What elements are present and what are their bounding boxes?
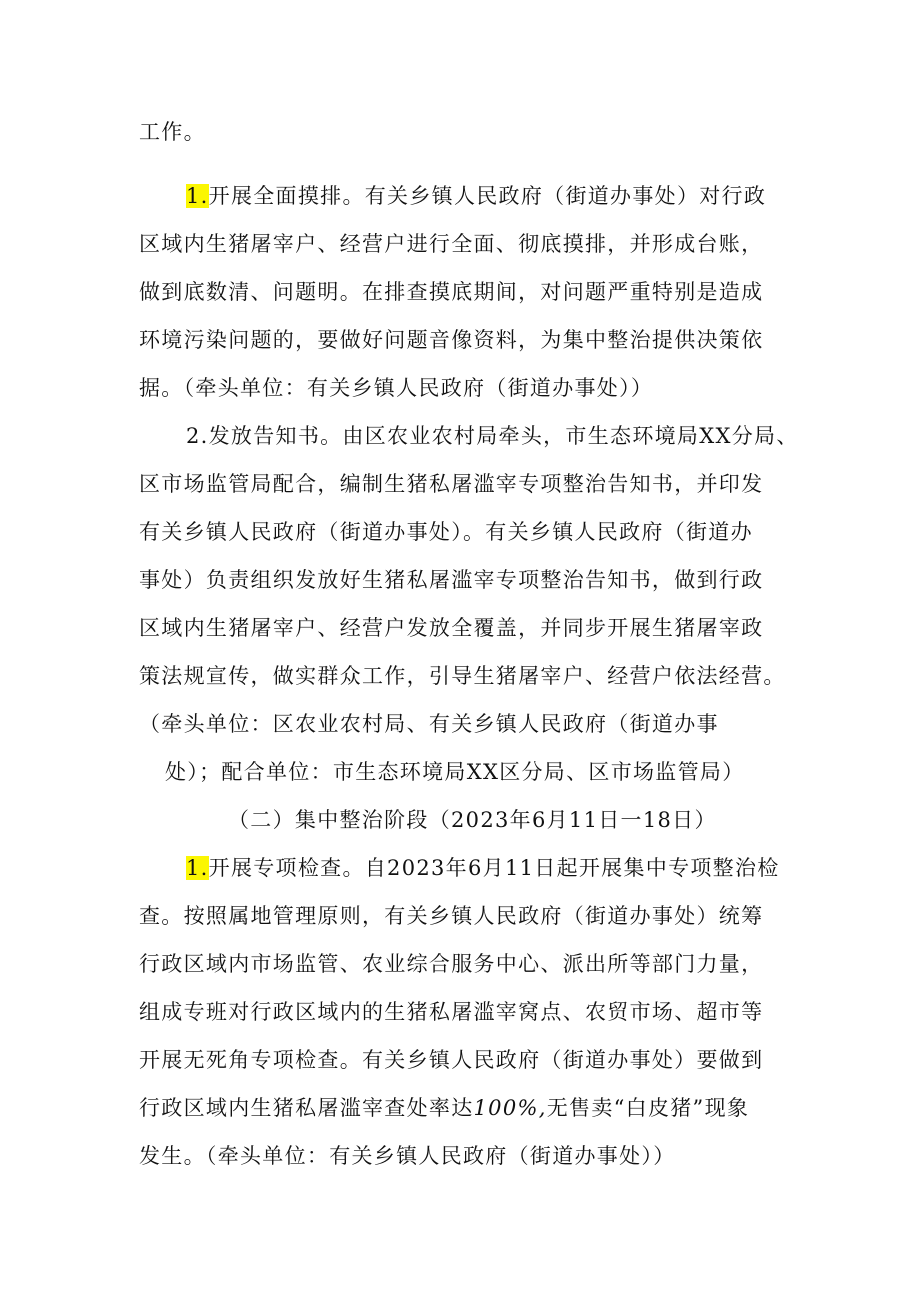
- text-line: 事处）负责组织发放好生猪私屠滥宰专项整治告知书，做到行政: [139, 568, 764, 592]
- rate-value: 100%,: [473, 1096, 547, 1120]
- highlighted-item-number: 1.: [186, 856, 209, 880]
- text-line: 做到底数清、问题明。在排查摸底期间，对问题严重特别是造成: [139, 280, 764, 304]
- text-line: 1.开展专项检查。自2023年6月11日起开展集中专项整治检: [186, 856, 780, 880]
- text-line: 1.开展全面摸排。有关乡镇人民政府（街道办事处）对行政: [186, 184, 767, 208]
- text-line: 行政区域内市场监管、农业综合服务中心、派出所等部门力量，: [139, 952, 764, 976]
- text-line: 区域内生猪屠宰户、经营户发放全覆盖，并同步开展生猪屠宰政: [139, 616, 764, 640]
- highlighted-item-number: 1.: [186, 184, 209, 208]
- text-line: 发生。（牵头单位：有关乡镇人民政府（街道办事处））: [139, 1144, 676, 1168]
- text-line: 查。按照属地管理原则，有关乡镇人民政府（街道办事处）统筹: [139, 904, 764, 928]
- text-line: 区市场监管局配合，编制生猪私屠滥宰专项整治告知书，并印发: [139, 472, 764, 496]
- text-line: 处）；配合单位：市生态环境局XX区分局、区市场监管局）: [165, 760, 745, 784]
- text-line: 工作。: [139, 120, 206, 144]
- text-line: 区域内生猪屠宰户、经营户进行全面、彻底摸排，并形成台账，: [139, 232, 764, 256]
- text-line: 行政区域内生猪私屠滥宰查处率达100%,无售卖“白皮猪”现象: [139, 1096, 750, 1120]
- text-line: 组成专班对行政区域内的生猪私屠滥宰窝点、农贸市场、超市等: [139, 1000, 764, 1024]
- text-line: 策法规宣传，做实群众工作，引导生猪屠宰户、经营户依法经营。: [139, 664, 786, 688]
- text-line: 环境污染问题的，要做好问题音像资料，为集中整治提供决策依: [139, 328, 764, 352]
- section-heading: （二）集中整治阶段（2023年6月11日一18日）: [228, 808, 717, 832]
- text-line: 2.发放告知书。由区农业农村局牵头，市生态环境局XX分局、: [186, 424, 799, 448]
- text-line: （牵头单位：区农业农村局、有关乡镇人民政府（街道办事: [139, 712, 719, 736]
- text-line: 开展无死角专项检查。有关乡镇人民政府（街道办事处）要做到: [139, 1048, 764, 1072]
- text-line: 有关乡镇人民政府（街道办事处）。有关乡镇人民政府（街道办: [139, 520, 753, 544]
- text-line: 据。（牵头单位：有关乡镇人民政府（街道办事处））: [139, 376, 654, 400]
